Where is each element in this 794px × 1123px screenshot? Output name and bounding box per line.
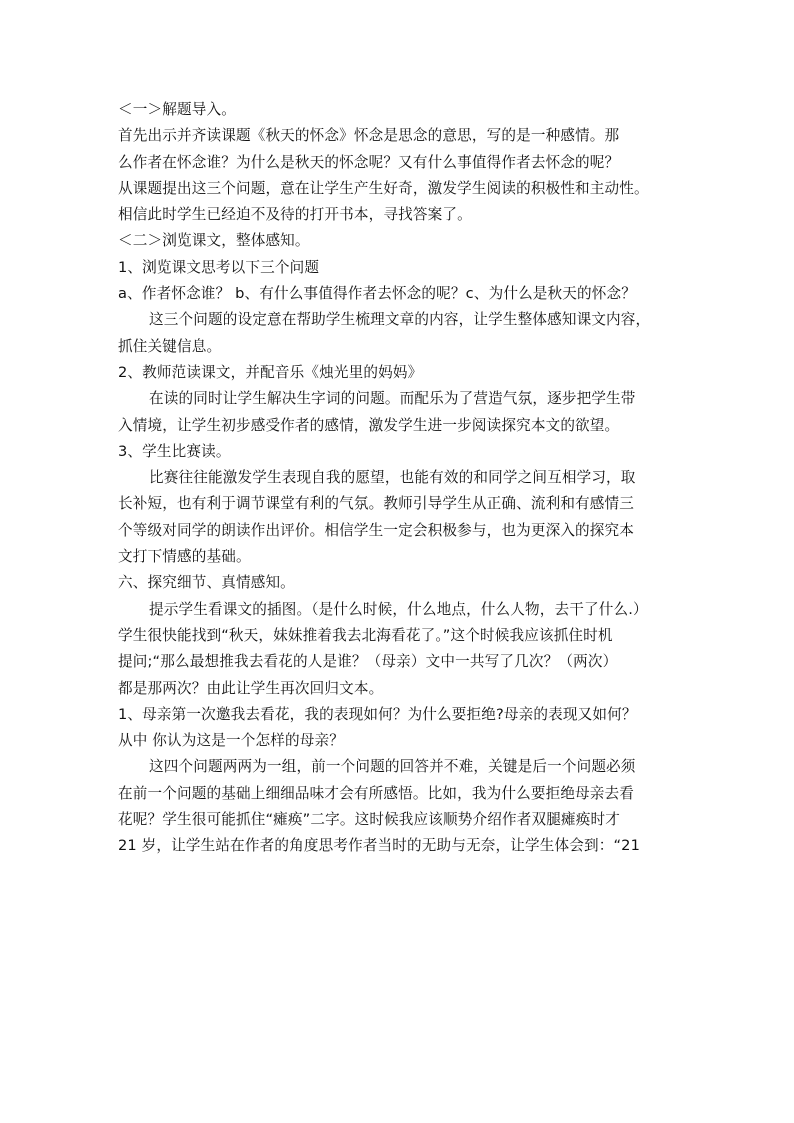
text-line: 首先出示并齐读课题《秋天的怀念》怀念是思念的意思，写的是一种感情。那 bbox=[118, 127, 620, 145]
text-line: 提示学生看课文的插图。（是什么时候，什么地点，什么人物，去干了什么.） bbox=[149, 600, 648, 618]
text-line: a、作者怀念谁？ b、有什么事值得作者去怀念的呢？c、为什么是秋天的怀念？ bbox=[118, 285, 637, 303]
text-line: 文打下情感的基础。 bbox=[118, 548, 251, 566]
text-line: 从课题提出这三个问题，意在让学生产生好奇，激发学生阅读的积极性和主动性。 bbox=[118, 179, 649, 197]
text-line: 在前一个问题的基础上细细品味才会有所感悟。比如，我为什么要拒绝母亲去看 bbox=[118, 784, 635, 802]
text-line: 提问;“那么最想推我去看花的人是谁？（母亲）文中一共写了几次？（两次） bbox=[118, 653, 618, 671]
text-line: 这三个问题的设定意在帮助学生梳理文章的内容，让学生整体感知课文内容， bbox=[149, 311, 651, 329]
text-line: 相信此时学生已经迫不及待的打开书本，寻找答案了。 bbox=[118, 206, 472, 224]
text-line: 这四个问题两两为一组，前一个问题的回答并不难，关键是后一个问题必须 bbox=[149, 758, 636, 776]
text-line: 长补短，也有利于调节课堂有利的气氛。教师引导学生从正确、流利和有感情三 bbox=[118, 495, 635, 513]
text-line: 在读的同时让学生解决生字词的问题。而配乐为了营造气氛，逐步把学生带 bbox=[149, 390, 636, 408]
text-line: 个等级对同学的朗读作出评价。相信学生一定会积极参与，也为更深入的探究本 bbox=[118, 521, 635, 539]
text-line: 2、教师范读课文，并配音乐《烛光里的妈妈》 bbox=[118, 363, 423, 381]
text-line: 么作者在怀念谁？为什么是秋天的怀念呢？又有什么事值得作者去怀念的呢？ bbox=[118, 153, 620, 171]
text-line: ＜一＞解题导入。 bbox=[118, 101, 236, 118]
text-line: 从中 你认为这是一个怎样的母亲？ bbox=[118, 732, 344, 750]
text-line: 花呢？学生很可能抓住“瘫痪”二字。这时候我应该顺势介绍作者双腿瘫痪时才 bbox=[118, 811, 620, 829]
text-line: ＜二＞浏览课文，整体感知。 bbox=[118, 232, 310, 250]
text-line: 学生很快能找到“秋天，妹妹推着我去北海看花了。”这个时候我应该抓住时机 bbox=[118, 626, 613, 644]
text-line: 抓住关键信息。 bbox=[118, 337, 222, 355]
text-line: 3、学生比赛读。 bbox=[118, 442, 231, 460]
text-line: 都是那两次？由此让学生再次回归文本。 bbox=[118, 679, 384, 697]
text-line: 比赛往往能激发学生表现自我的愿望，也能有效的和同学之间互相学习，取 bbox=[149, 469, 636, 487]
document-body bbox=[118, 97, 688, 860]
text-line: 1、母亲第一次邀我去看花，我的表现如何？为什么要拒绝?母亲的表现又如何？ bbox=[118, 705, 637, 723]
text-line: 21 岁，让学生站在作者的角度思考作者当时的无助与无奈，让学生体会到：“21 bbox=[118, 837, 641, 855]
text-line: 六、探究细节、真情感知。 bbox=[118, 574, 295, 592]
text-line: 1、浏览课文思考以下三个问题 bbox=[118, 258, 320, 276]
text-line: 入情境，让学生初步感受作者的感情，激发学生进一步阅读探究本文的欲望。 bbox=[118, 416, 620, 434]
